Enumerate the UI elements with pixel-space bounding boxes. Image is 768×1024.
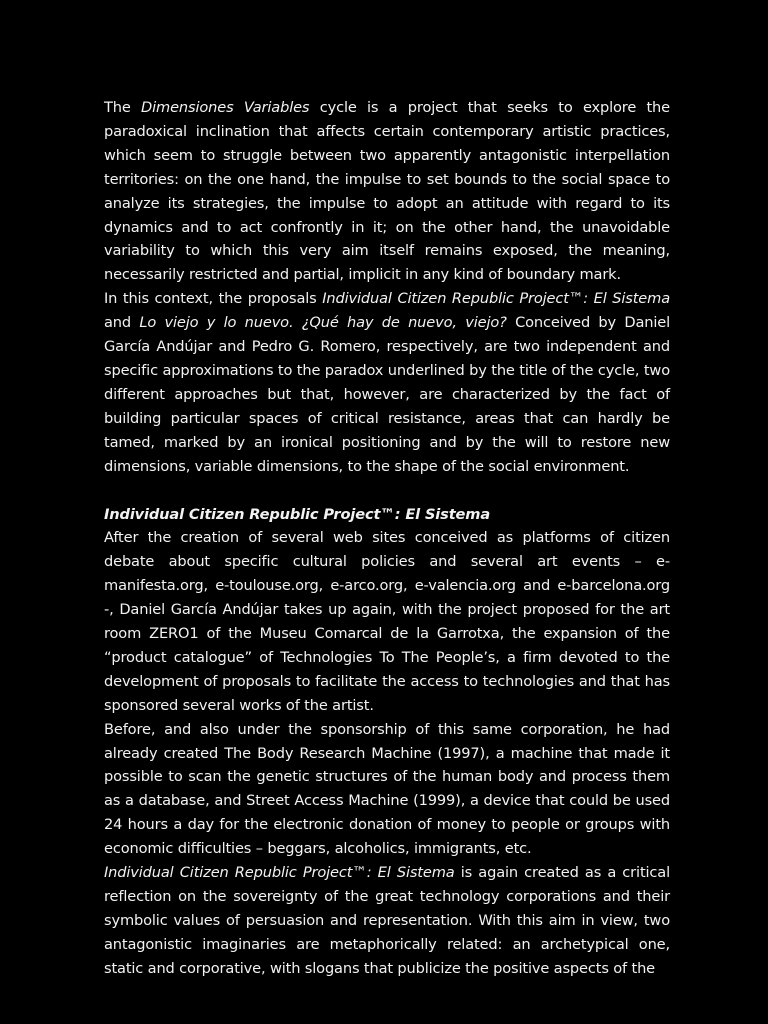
text-run: cycle is a project that seeks to explore the paradoxical inclination that affects certain contemporary artistic practices, which seem to struggle between two apparently antagonistic interpellation territories: on the one hand, the impulse to set bounds to the social space to analyze its strategies, the impulse to adopt an attitude with regard to its dynamics and to act confrontly in it; on the other hand, the unavoidable variability to which this very aim itself remains exposed, the meaning, necessarily restricted and partial, implicit in any kind of boundary mark. (104, 99, 670, 284)
section-heading: Individual Citizen Republic Project™: El Sistema (104, 505, 491, 523)
text-run: and (104, 314, 140, 332)
sponsorship-paragraph: Before, and also under the sponsorship of this same corporation, he had already created The Body Research Machine (1997), a machine that made it possible to scan the genetic structures of the human body and process them as a database, and Street Access Machine (1999), a device that could be used 24 hours a day for the electronic donation of money to people or groups with economic difficulties – beggars, alcoholics, immigrants, etc. (104, 720, 670, 858)
context-paragraph (104, 287, 670, 478)
text-run: In this context, the proposals (104, 290, 323, 308)
websites-paragraph: After the creation of several web sites conceived as platforms of citizen debate about specific cultural policies and several art events – e-manifesta.org, e-toulouse.org, e-arco.org, e-valencia.org and e-barcelona.org -, Daniel García Andújar takes up again, with the project proposed for the art room ZERO1 of the Museu Comarcal de la Garrotxa, the expansion of the “product catalogue” of Technologies To The People’s, a firm devoted to the development of proposals to facilitate the access to technologies and that has sponsored several works of the artist. (104, 529, 670, 714)
project-title: Individual Citizen Republic Project™: El Sistema (104, 864, 455, 882)
project-title: Individual Citizen Republic Project™: El Sistema (322, 290, 670, 308)
text-run: is again created as a critical reflection on the sovereignty of the great technology corporations and their symbolic values of persuasion and representation. With this aim in view, two antagonistic imaginaries are metaphorically related: an archetypical one, static and corporative, with slogans that publicize the positive aspects of the (104, 864, 670, 977)
intro-paragraph (104, 96, 670, 287)
text-run: The (104, 99, 142, 116)
document-page (104, 96, 670, 981)
cycle-title: Dimensiones Variables (141, 99, 310, 116)
text-run: Conceived by Daniel García Andújar and Pedro G. Romero, respectively, are two independent and specific approximations to the paradox underlined by the title of the cycle, two different approaches but that, however, are characterized by the fact of building particular spaces of critical resistance, areas that can hardly be tamed, marked by an ironical positioning and by the will to restore new dimensions, variable dimensions, to the shape of the social environment. (104, 314, 670, 475)
project-title-2: Lo viejo y lo nuevo. ¿Qué hay de nuevo, viejo? (139, 314, 507, 332)
critical-reflection-paragraph (104, 861, 670, 981)
